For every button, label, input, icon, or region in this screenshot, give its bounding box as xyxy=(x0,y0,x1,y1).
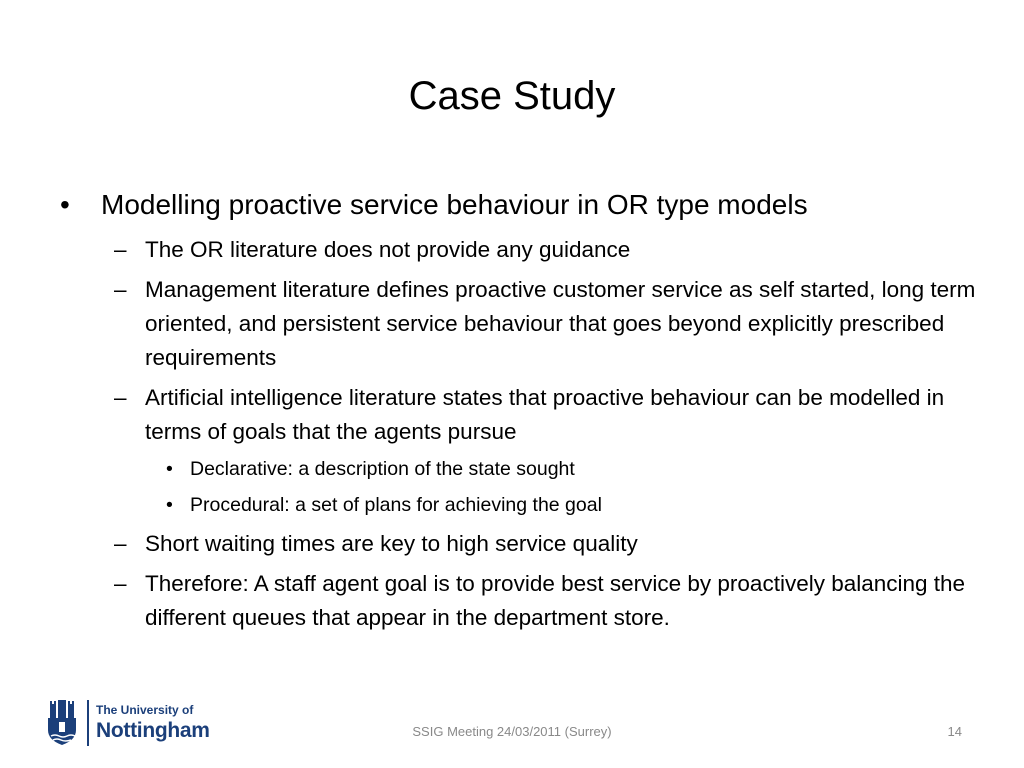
logo-line-nottingham: Nottingham xyxy=(96,719,210,742)
logo-line-university: The University of xyxy=(96,703,194,717)
sub-bullet-text: Therefore: A staff agent goal is to provide best service by proactively balancing the different queues that appear in the department store. xyxy=(145,571,966,630)
sub-bullet-item xyxy=(56,273,986,375)
sub-bullet-item xyxy=(56,381,986,449)
sub-sub-bullet-text: Declarative: a description of the state sought xyxy=(190,458,575,480)
sub-sub-bullet-item xyxy=(56,455,986,483)
logo-divider xyxy=(87,700,89,746)
dash-mark: – xyxy=(114,571,127,596)
dash-mark: – xyxy=(114,385,127,410)
bullet-list xyxy=(56,185,986,641)
sub-bullet-item xyxy=(56,527,986,561)
page-number: 14 xyxy=(947,724,962,739)
bullet-text: Modelling proactive service behaviour in OR type models xyxy=(101,189,808,220)
sub-bullet-text: The OR literature does not provide any guidance xyxy=(145,237,631,262)
footer-text: SSIG Meeting 24/03/2011 (Surrey) xyxy=(412,724,612,739)
bullet-mark: • xyxy=(166,458,173,480)
dash-mark: – xyxy=(114,531,127,556)
university-crest-icon xyxy=(46,700,78,746)
sub-bullet-text: Artificial intelligence literature states that proactive behaviour can be modelled in terms of goals that the agents pursue xyxy=(145,385,945,444)
sub-bullet-item xyxy=(56,233,986,267)
sub-bullet-text: Short waiting times are key to high service quality xyxy=(145,531,638,556)
sub-bullet-item xyxy=(56,567,986,635)
university-logo xyxy=(46,698,226,750)
dash-mark: – xyxy=(114,277,127,302)
bullet-item xyxy=(56,185,986,225)
sub-sub-bullet-item xyxy=(56,491,986,519)
sub-sub-bullet-text: Procedural: a set of plans for achieving the goal xyxy=(190,494,602,516)
bullet-mark: • xyxy=(166,494,173,516)
bullet-mark: • xyxy=(60,189,70,220)
dash-mark: – xyxy=(114,237,127,262)
slide-title: Case Study xyxy=(408,74,616,118)
sub-bullet-text: Management literature defines proactive customer service as self started, long term oriented, and persistent service behaviour that goes beyond explicitly prescribed requirements xyxy=(145,277,976,370)
